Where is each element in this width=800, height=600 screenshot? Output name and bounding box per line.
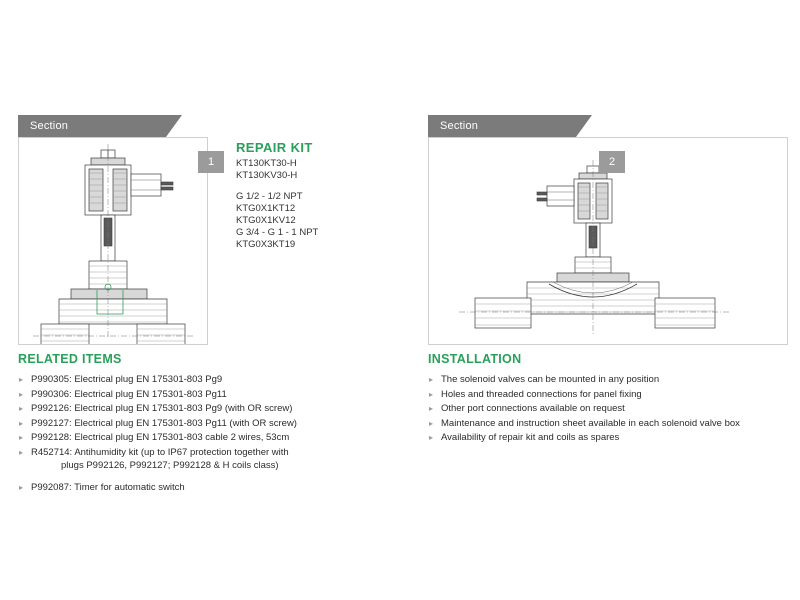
valve-section-drawing-2 <box>428 137 788 345</box>
bullet-icon: ▸ <box>19 482 24 492</box>
bullet-icon: ▸ <box>429 375 434 384</box>
repair-kit-code: KT130KT30-H <box>236 158 297 169</box>
list-spacer <box>18 474 418 481</box>
installation-block <box>428 352 788 446</box>
section-tag-left-label: Section <box>30 120 69 132</box>
list-item <box>18 388 418 402</box>
repair-kit-title: REPAIR KIT <box>236 140 313 155</box>
list-item <box>18 481 418 495</box>
list-item <box>428 388 788 402</box>
repair-kit-code: KTG0X1KT12 <box>236 203 296 214</box>
repair-kit-code: KT130KV30-H <box>236 170 298 181</box>
list-item <box>18 446 418 473</box>
valve-section-drawing-1 <box>18 137 215 345</box>
list-item-label: P990305: Electrical plug EN 175301-803 Pg9 <box>31 374 223 385</box>
bullet-icon: ▸ <box>19 433 24 442</box>
bullet-icon: ▸ <box>19 447 24 457</box>
bullet-icon: ▸ <box>19 389 24 399</box>
repair-kit-group1-label: G 1/2 - 1/2 NPT <box>236 191 303 202</box>
section-panel-left <box>18 115 408 345</box>
section-number-badge-1: 1 <box>198 151 224 173</box>
list-item <box>428 417 788 431</box>
list-item-label: P992128: Electrical plug EN 175301-803 cable 2 wires, 53cm <box>31 432 290 443</box>
section-tag-right-arrow <box>576 115 592 137</box>
list-item-label: Availability of repair kit and coils as spares <box>441 432 620 443</box>
list-item-label: R452714: Antihumidity kit (up to IP67 protection together with <box>31 446 289 458</box>
bullet-icon: ▸ <box>429 389 434 399</box>
list-item-label: The solenoid valves can be mounted in any position <box>441 374 660 385</box>
section-tag-left-arrow <box>166 115 182 137</box>
list-item-label: P992127: Electrical plug EN 175301-803 Pg11 (with OR screw) <box>31 417 297 429</box>
repair-kit-block <box>236 140 406 251</box>
section-tag-right-label: Section <box>440 120 479 132</box>
list-item <box>18 402 418 416</box>
bullet-icon: ▸ <box>19 418 24 428</box>
list-item <box>18 431 418 445</box>
list-item <box>428 402 788 416</box>
section-tag-left <box>18 115 166 137</box>
bullet-icon: ▸ <box>429 433 434 442</box>
list-item <box>18 417 418 431</box>
repair-kit-spacer <box>236 182 406 191</box>
list-item <box>18 373 418 387</box>
section-tag-right <box>428 115 576 137</box>
installation-title: INSTALLATION <box>428 352 522 366</box>
repair-kit-group2-label: G 3/4 - G 1 - 1 NPT <box>236 227 319 238</box>
bullet-icon: ▸ <box>19 375 24 384</box>
related-items-block <box>18 352 418 495</box>
list-item-label: P992126: Electrical plug EN 175301-803 Pg9 (with OR screw) <box>31 403 293 414</box>
section-panel-right <box>428 115 788 345</box>
list-item-label: P992087: Timer for automatic switch <box>31 481 185 493</box>
list-item-label: Holes and threaded connections for panel fixing <box>441 388 642 400</box>
repair-kit-code: KTG0X1KV12 <box>236 215 296 226</box>
section-number-badge-2: 2 <box>599 151 625 173</box>
bullet-icon: ▸ <box>429 418 434 428</box>
list-item <box>428 431 788 445</box>
list-item-label: P990306: Electrical plug EN 175301-803 Pg11 <box>31 388 227 400</box>
bullet-icon: ▸ <box>429 404 434 413</box>
repair-kit-code: KTG0X3KT19 <box>236 239 296 250</box>
list-item-continuation: plugs P992126, P992127; P992128 & H coils class) <box>61 460 279 471</box>
solenoid-valve-cross-section-icon-1 <box>19 138 207 344</box>
related-items-title: RELATED ITEMS <box>18 352 122 366</box>
bullet-icon: ▸ <box>19 404 24 413</box>
list-item <box>428 373 788 387</box>
list-item-label: Other port connections available on request <box>441 403 625 414</box>
list-item-label: Maintenance and instruction sheet available in each solenoid valve box <box>441 417 740 429</box>
